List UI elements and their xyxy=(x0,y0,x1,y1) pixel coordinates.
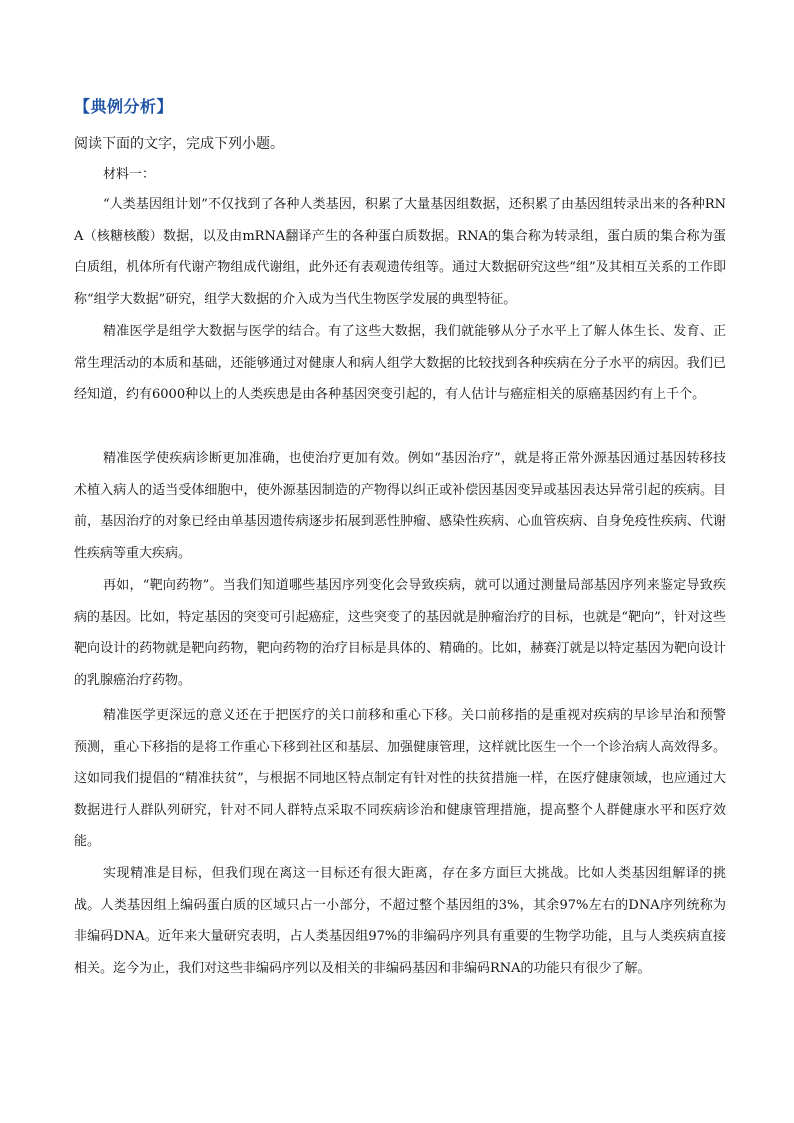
material-label: 材料一： xyxy=(103,167,156,182)
paragraph: 精准医学使疾病诊断更加准确，也使治疗更加有效。例如“基因治疗”，就是将正常外源基因通过基因转移技术植入病人的适当受体细胞中，使外源基因制造的产物得以纠正或补偿因基因变异或基因表达异常引起的疾病。目前，基因治疗的对象已经由单基因遗传病逐步拓展到恶性肿瘤、感染性疾病、心血管疾病、自身免疫性疾病、代谢性疾病等重大疾病。 xyxy=(74,451,726,561)
paragraph: 再如，“靶向药物”。当我们知道哪些基因序列变化会导致疾病，就可以通过测量局部基因序列来鉴定导致疾病的基因。比如，特定基因的突变可引起癌症，这些突变了的基因就是肿瘤治疗的目标，也就是“靶向”，针对这些靶向设计的药物就是靶向药物，靶向药物的治疗目标是具体的、精确的。比如，赫赛汀就是以特定基因为靶向设计的乳腺癌治疗药物。 xyxy=(74,578,726,688)
paragraph: 精准医学是组学大数据与医学的结合。有了这些大数据，我们就能够从分子水平上了解人体生长、发育、正常生理活动的本质和基础，还能够通过对健康人和病人组学大数据的比较找到各种疾病在分子水平的病因。我们已经知道，约有6000种以上的人类疾患是由各种基因突变引起的，有人估计与癌症相关的原癌基因约有上千个。 xyxy=(74,324,726,402)
instruction-text: 阅读下面的文字，完成下列小题。 xyxy=(74,136,284,152)
section-heading: 【典例分析】 xyxy=(74,97,174,116)
paragraph: 实现精准是目标，但我们现在离这一目标还有很大距离，存在多方面巨大挑战。比如人类基因组解译的挑战。人类基因组上编码蛋白质的区域只占一小部分，不超过整个基因组的3%，其余97%左右的DNA序列统称为非编码DNA。近年来大量研究表明，占人类基因组97%的非编码序列具有重要的生物学功能，且与人类疾病直接相关。迄今为止，我们对这些非编码序列以及相关的非编码基因和非编码RNA的功能只有很少了解。 xyxy=(74,866,726,976)
paragraph: 精准医学更深远的意义还在于把医疗的关口前移和重心下移。关口前移指的是重视对疾病的早诊早治和预警预测，重心下移指的是将工作重心下移到社区和基层、加强健康管理，这样就比医生一个一个诊治病人高效得多。这如同我们提倡的“精准扶贫”，与根据不同地区特点制定有针对性的扶贫措施一样，在医疗健康领域，也应通过大数据进行人群队列研究，针对不同人群特点采取不同疾病诊治和健康管理措施，提高整个人群健康水平和医疗效能。 xyxy=(74,708,726,849)
paragraph: “人类基因组计划”不仅找到了各种人类基因，积累了大量基因组数据，还积累了由基因组转录出来的各种RNA（核糖核酸）数据，以及由mRNA翻译产生的各种蛋白质数据。RNA的集合称为转录组，蛋白质的集合称为蛋白质组，机体所有代谢产物组成代谢组，此外还有表观遗传组等。通过大数据研究这些“组”及其相互关系的工作即称“组学大数据”研究，组学大数据的介入成为当代生物医学发展的典型特征。 xyxy=(74,197,726,307)
